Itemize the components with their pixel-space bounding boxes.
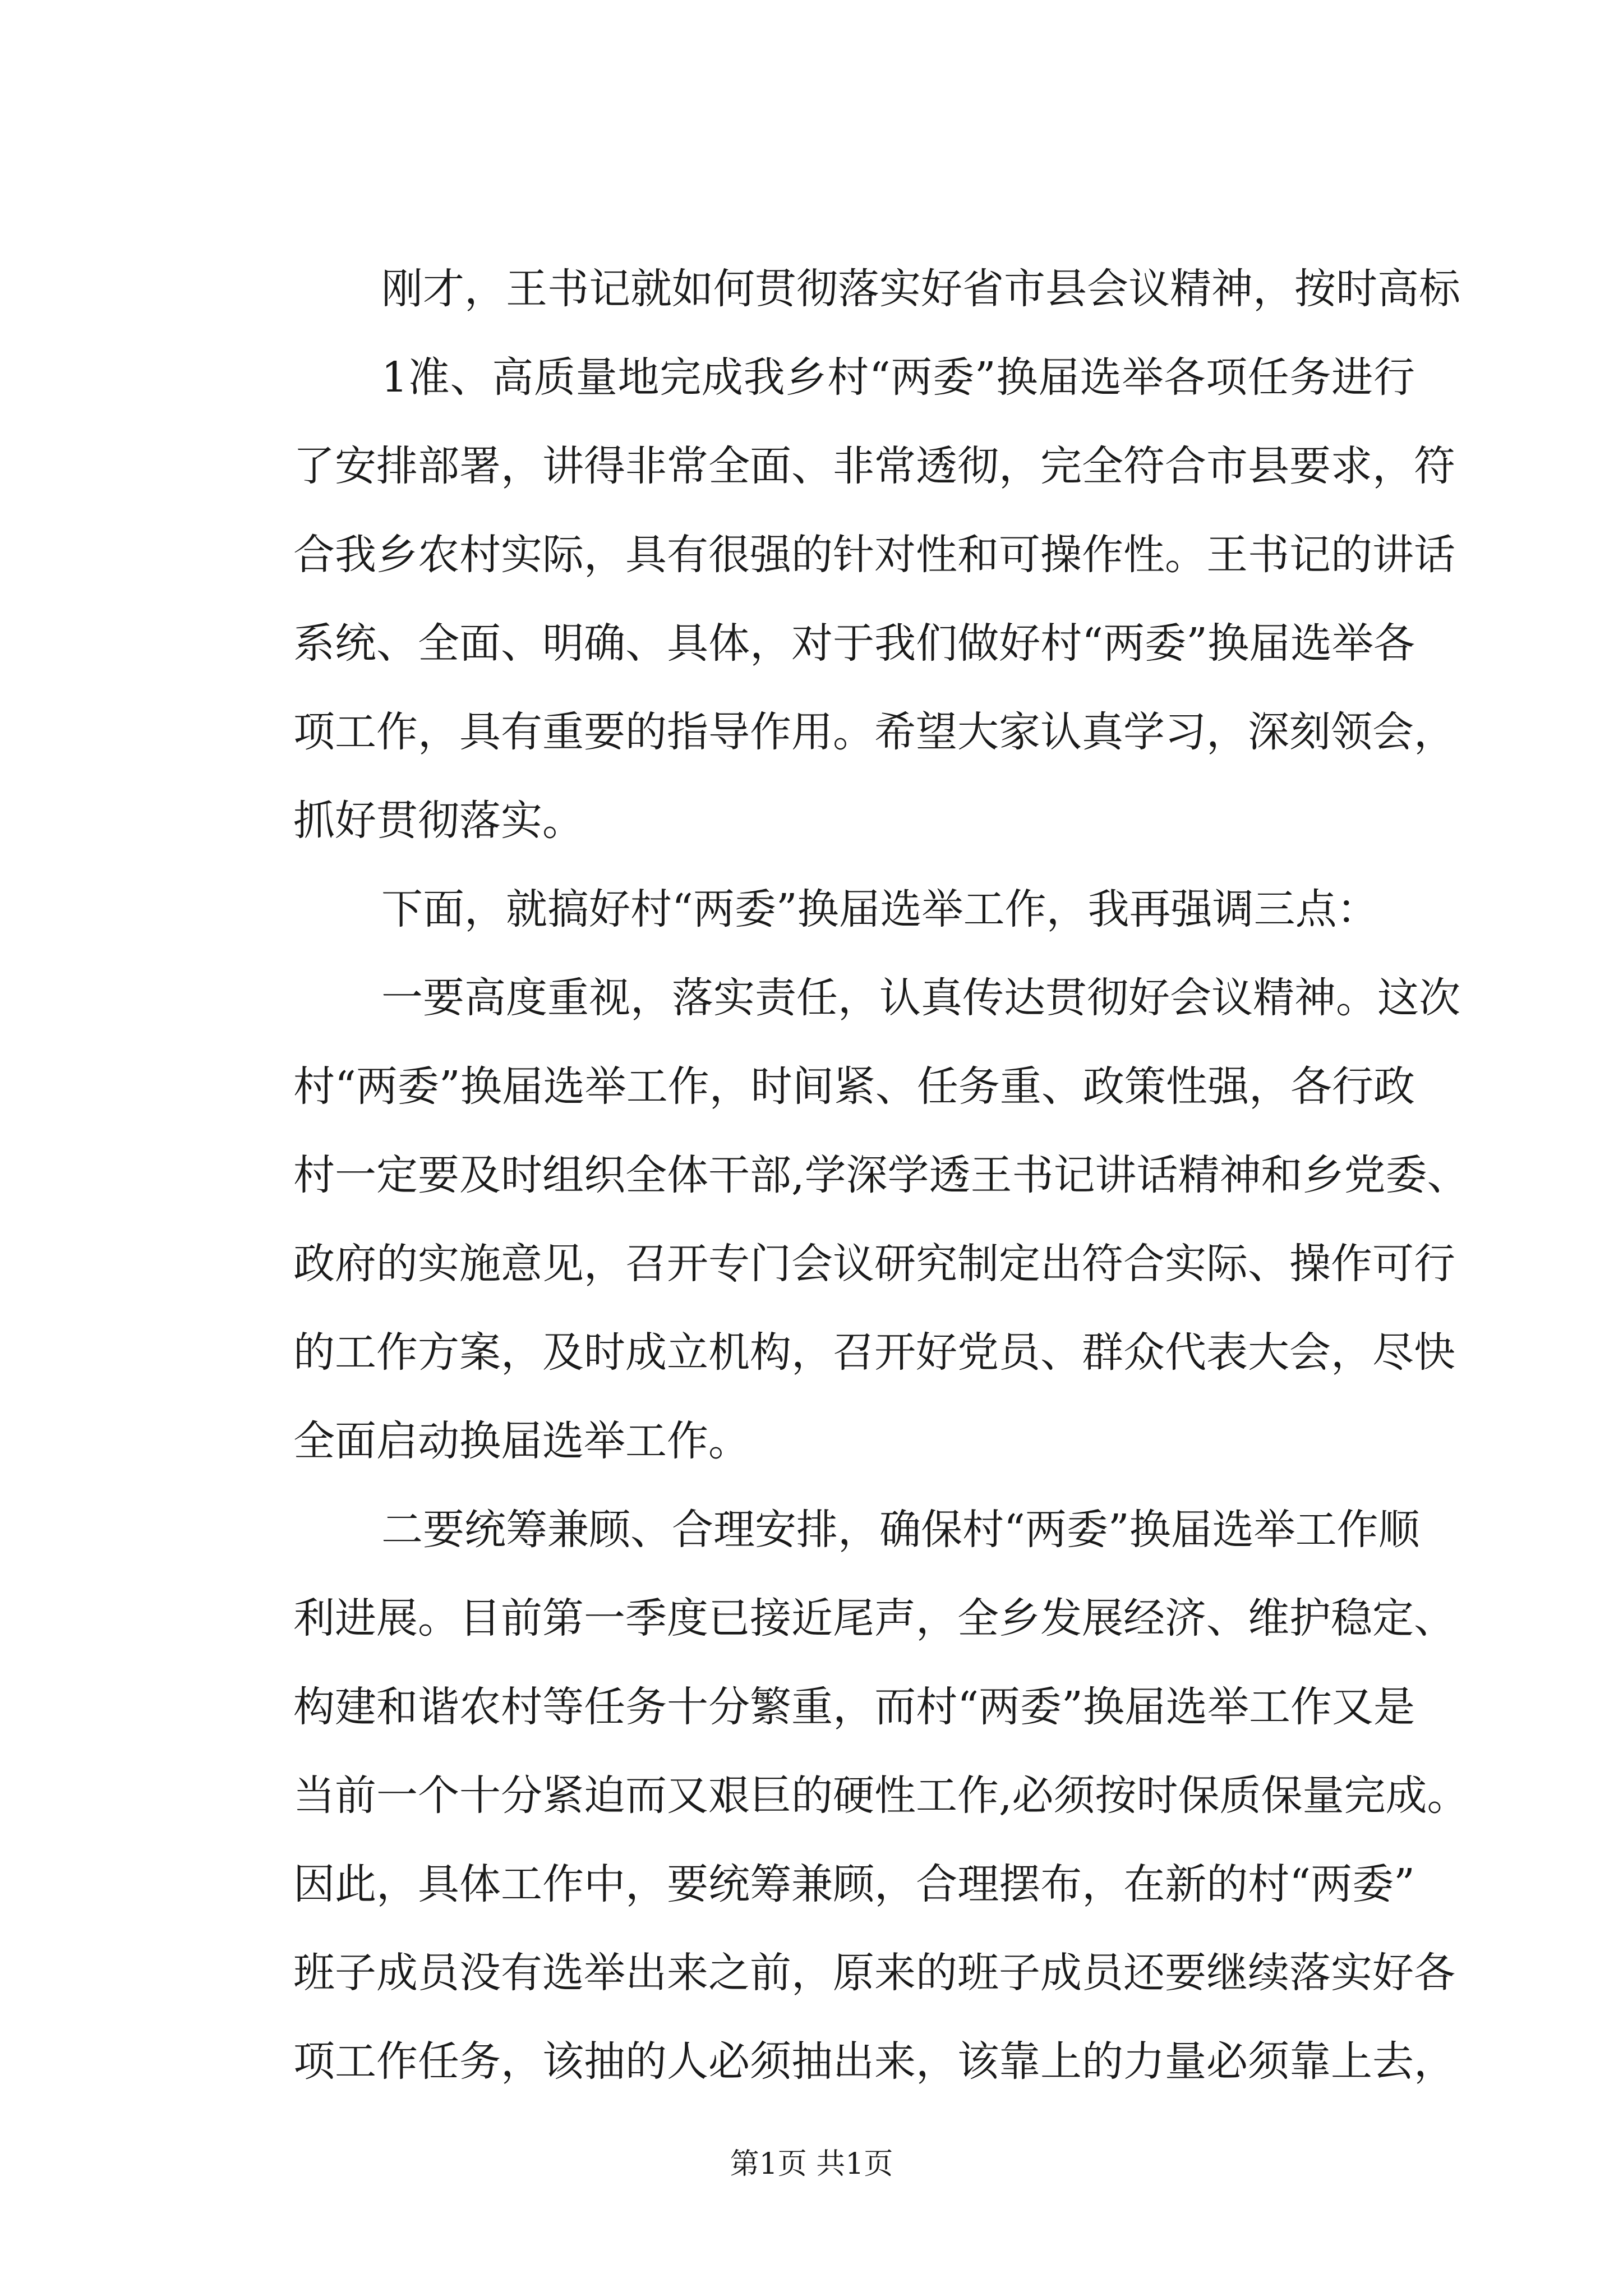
paragraph-line: 了安排部署，讲得非常全面、非常透彻，完全符合市县要求，符 (293, 442, 1455, 490)
paragraph-line: 政府的实施意见，召开专门会议研究制定出符合实际、操作可行 (293, 1240, 1455, 1288)
paragraph-line: 抓好贯彻落实。 (293, 797, 584, 845)
paragraph-line: 班子成员没有选举出来之前，原来的班子成员还要继续落实好各 (293, 1949, 1455, 1997)
paragraph-line: 项工作，具有重要的指导作用。希望大家认真学习，深刻领会， (293, 708, 1455, 756)
paragraph-line: 当前一个十分紧迫而又艰巨的硬性工作,必须按时保质保量完成。 (293, 1772, 1469, 1820)
paragraph-line: 的工作方案，及时成立机构，召开好党员、群众代表大会，尽快 (293, 1328, 1455, 1377)
paragraph-line: 村“两委”换届选举工作，时间紧、任务重、政策性强，各行政 (293, 1062, 1415, 1111)
page-footer: 第1页 共1页 (730, 2147, 893, 2181)
paragraph-line: 一要高度重视，落实责任，认真传达贯彻好会议精神。这次 (381, 974, 1460, 1022)
paragraph-line: 1准、高质量地完成我乡村“两委”换届选举各项任务进行 (381, 353, 1415, 402)
paragraph-line: 刚才，王书记就如何贯彻落实好省市县会议精神，按时高标 (381, 265, 1460, 313)
paragraph-line: 因此，具体工作中，要统筹兼顾，合理摆布，在新的村“两委” (293, 1860, 1415, 1908)
paragraph-line: 项工作任务，该抽的人必须抽出来，该靠上的力量必须靠上去， (293, 2037, 1455, 2086)
paragraph-line: 构建和谐农村等任务十分繁重，而村“两委”换届选举工作又是 (293, 1683, 1415, 1731)
paragraph-line: 利进展。目前第一季度已接近尾声，全乡发展经济、维护稳定、 (293, 1594, 1455, 1642)
paragraph-line: 系统、全面、明确、具体，对于我们做好村“两委”换届选举各 (293, 619, 1415, 668)
paragraph-line: 二要统筹兼顾、合理安排，确保村“两委”换届选举工作顺 (381, 1506, 1420, 1554)
paragraph-line: 下面，就搞好村“两委”换届选举工作，我再强调三点： (381, 885, 1378, 933)
paragraph-line: 全面启动换届选举工作。 (293, 1417, 750, 1465)
paragraph-line: 村一定要及时组织全体干部,学深学透王书记讲话精神和乡党委、 (293, 1151, 1469, 1199)
paragraph-line: 合我乡农村实际，具有很强的针对性和可操作性。王书记的讲话 (293, 531, 1455, 579)
